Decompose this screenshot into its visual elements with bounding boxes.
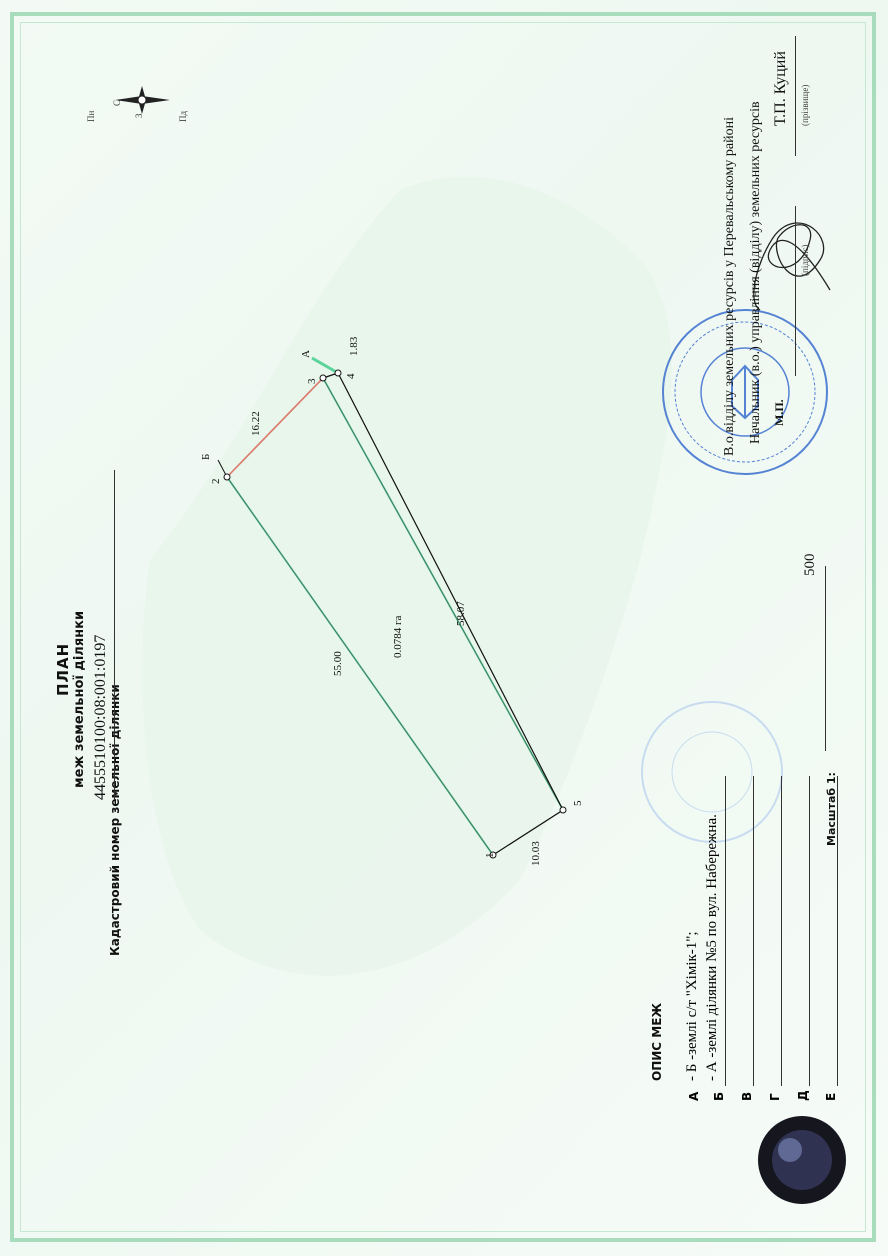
boundary-letter-b: Б	[712, 1091, 726, 1101]
compass-label-west: З	[134, 113, 144, 118]
cadastral-underline	[114, 470, 115, 800]
compass-label-east: Пн	[86, 110, 96, 122]
boundary-text-a: - Б -землі с/т "Хімік-1";	[684, 931, 700, 1081]
stamp-place-label: М.П.	[772, 399, 786, 426]
compass-label-north: С	[112, 99, 122, 106]
compass-label-south: Пд	[178, 110, 188, 122]
point-label-5: 5	[572, 800, 584, 806]
name-caption: (прізвище)	[800, 84, 810, 126]
plot-area-label: 0.0784 га	[392, 615, 404, 658]
neighbor-label-a: А	[300, 350, 312, 358]
point-label-1: 1	[484, 852, 496, 858]
boundary-text-b: - А -землі ділянки №5 по вул. Набережна.	[704, 814, 720, 1081]
scale-value: 500	[802, 553, 818, 576]
point-label-3: 3	[306, 378, 318, 384]
document-title: ПЛАН	[54, 642, 72, 696]
boundary-letter-d: Д	[796, 1090, 810, 1101]
point-label-2: 2	[210, 478, 222, 484]
boundary-heading: ОПИС МЕЖ	[650, 1002, 664, 1081]
point-label-4: 4	[345, 373, 357, 379]
cadastral-number: 4455510100:08:001:0197	[92, 634, 109, 800]
boundary-line-b	[725, 776, 726, 1086]
scale-label: Масштаб 1:	[825, 772, 838, 846]
position-title-line1: В.о.відділу земельних ресурсів у Перевальському районі	[722, 117, 737, 456]
side-length-5-1: 10.03	[530, 841, 542, 866]
scale-underline	[825, 566, 826, 751]
neighbor-label-b: Б	[200, 453, 212, 460]
document-subtitle: меж земельної ділянки	[72, 610, 87, 788]
boundary-letter-v: В	[740, 1091, 754, 1101]
boundary-line-v	[753, 776, 754, 1086]
cadastral-label: Кадастровий номер земельної ділянки	[108, 684, 122, 956]
boundary-line-d	[809, 776, 810, 1086]
side-length-4-5: 58.07	[455, 601, 467, 626]
boundary-letter-h: Г	[768, 1093, 782, 1101]
boundary-letter-a: А	[687, 1091, 701, 1101]
side-length-2-3: 16.22	[250, 411, 262, 436]
side-length-1-2: 55.00	[332, 651, 344, 676]
boundary-line-h	[781, 776, 782, 1086]
name-underline	[795, 36, 796, 156]
position-title-line2: Начальник (в.о.) управління (відділу) земельних ресурсів	[748, 101, 763, 444]
side-length-3-4: 1.83	[348, 336, 360, 356]
signature-underline	[795, 206, 796, 376]
signature-caption: (підпис)	[800, 244, 810, 276]
boundary-letter-e: Е	[824, 1092, 838, 1101]
official-name: Т.П. Куций	[772, 51, 789, 126]
